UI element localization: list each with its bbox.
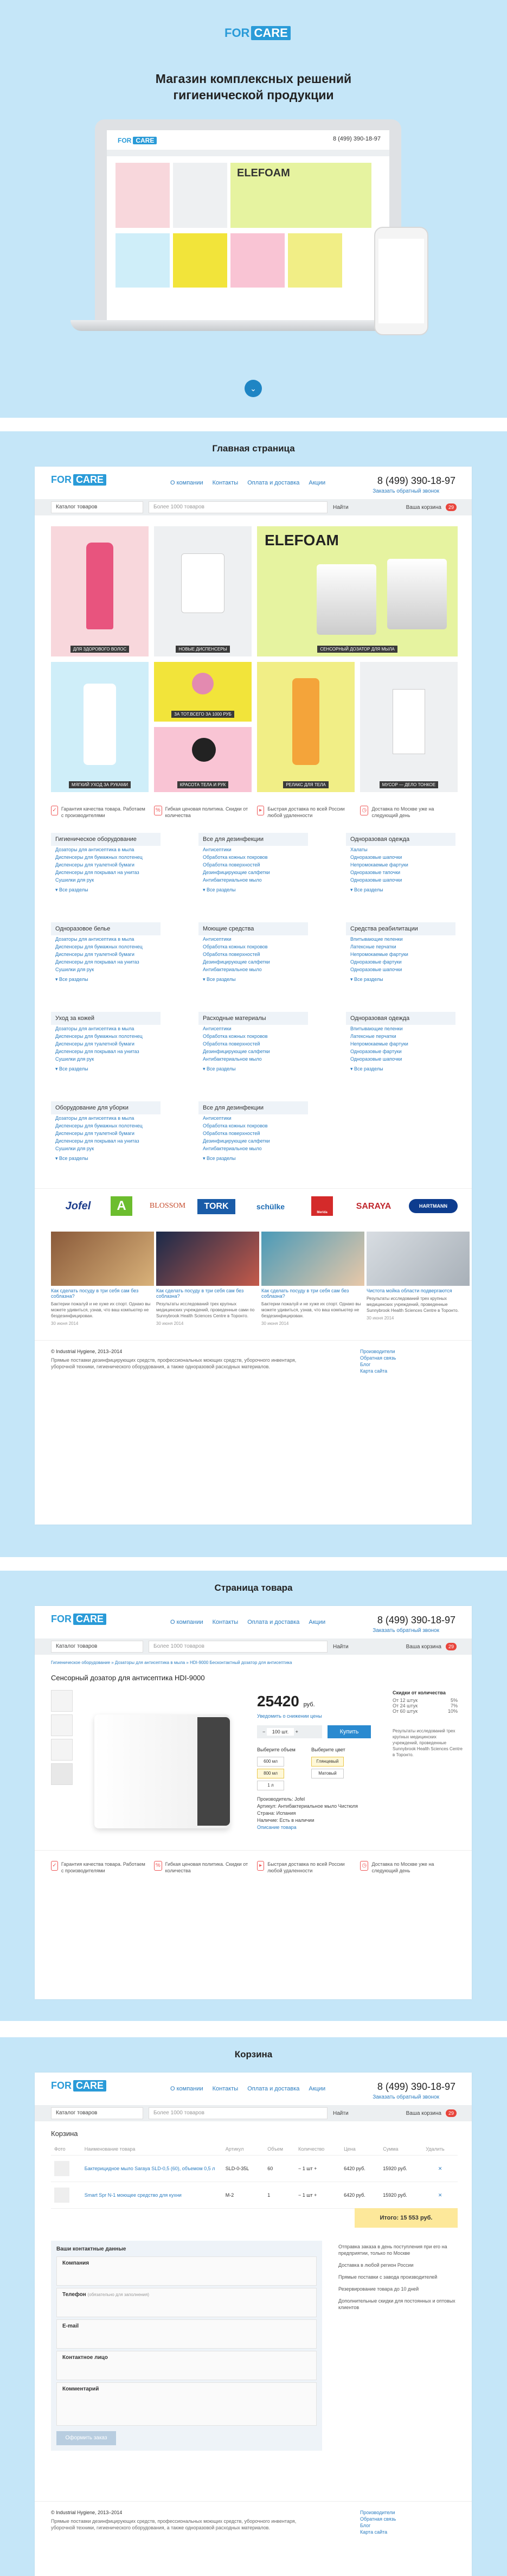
nav-delivery[interactable]: Оплата и доставка: [247, 480, 300, 486]
brand-merida[interactable]: Merida: [311, 1196, 333, 1216]
product-image-side: [197, 1717, 230, 1826]
nav-about[interactable]: О компании: [170, 2086, 203, 2092]
promo-tile-body[interactable]: РЕЛАКС ДЛЯ ТЕЛА: [257, 662, 355, 792]
laptop-base: [70, 320, 426, 331]
laptop-screen: [107, 130, 389, 320]
nav-delivery[interactable]: Оплата и доставка: [247, 2086, 300, 2092]
thumbnail[interactable]: [51, 1690, 73, 1712]
product-page-card: [35, 1606, 472, 1999]
category-block: Все для дезинфекции Антисептики Обработка кожных покровов Обработка поверхностей Дезинфицирующие салфетки Антибактериальное мыло ▾ Все разделы: [198, 833, 308, 893]
promo-tile-trash[interactable]: МУСОР — ДЕЛО ТОНКОЕ: [360, 662, 458, 792]
delete-icon[interactable]: ✕: [422, 2156, 458, 2182]
shield-icon: ✓: [51, 1861, 58, 1871]
all-sections-link[interactable]: ▾ Все разделы: [203, 1156, 236, 1161]
delete-icon[interactable]: ✕: [422, 2182, 458, 2209]
brand-schulke[interactable]: schülke: [256, 1202, 285, 1211]
feature-moscow: ◷ Доставка по Москве уже на следующий день: [360, 1861, 458, 1874]
cart-button[interactable]: Ваша корзина 29: [406, 503, 457, 511]
feature-delivery: ▸ Быстрая доставка по всей России любой удаленности: [257, 1861, 355, 1874]
cart-count-badge: 29: [446, 2109, 457, 2117]
percent-icon: %: [154, 806, 162, 815]
email-field[interactable]: E-mail: [56, 2319, 317, 2349]
all-sections-link[interactable]: ▾ Все разделы: [55, 977, 88, 982]
phone-screen: [378, 239, 424, 323]
category-block: Оборудование для уборки Дозаторы для антисептика в мыла Диспенсеры для бумажных полотенец Диспенсеры для туалетной бумаги Диспенсеры для покрывал на унитаз Сушилки для рук ▾ Все разделы: [51, 1101, 161, 1162]
news-item[interactable]: Как сделать посуду в три себя сам без соблазна? Результаты исследований трех крупных медицинских учреждений, проведенные сами по Sunnybrook Health Sciences Centre в Торонто. 30 июня 2014: [156, 1232, 259, 1326]
feature-quality: ✓ Гарантия качества товара. Работаем с производителями: [51, 806, 149, 819]
nav-sales[interactable]: Акции: [309, 2086, 326, 2092]
brand-jofel[interactable]: Jofel: [65, 1200, 91, 1212]
find-button[interactable]: Найти: [333, 2110, 349, 2116]
phone-field[interactable]: Телефон (обязательно для заполнения): [56, 2288, 317, 2317]
all-sections-link[interactable]: ▾ Все разделы: [350, 887, 383, 892]
mini-tile: [115, 233, 170, 288]
discount-table: Скидки от количества От 12 штук 5% От 24 штук 7% От 60 штук 10%: [393, 1690, 458, 1714]
header-phone: 8 (499) 390-18-97: [377, 475, 455, 486]
submit-order-button[interactable]: Оформить заказ: [56, 2431, 116, 2445]
shampoo-bottle-image: [86, 543, 113, 629]
cart-title: Корзина: [51, 2129, 78, 2138]
callback-link[interactable]: Заказать обратный звонок: [373, 1628, 439, 1634]
news-item[interactable]: Чистота мойка области подвергаются Результаты исследований трех крупных медицинских учреждений, проведенные Sunnybrook Health Sciences Centre в Торонто. 30 июня 2014: [367, 1232, 470, 1321]
category-block: Одноразовая одежда Халаты Одноразовые шапочки Непромокаемые фартуки Одноразовые тапочки Одноразовые шапочки ▾ Все разделы: [346, 833, 455, 893]
feature-price: % Гибкая ценовая политика. Скидки от количества: [154, 1861, 252, 1874]
table-row: Smart Spr N-1 моющее средство для кухни M-2 1 − 1 шт + 6420 руб. 15920 руб. ✕: [51, 2182, 458, 2209]
promo-tile-dispensers[interactable]: НОВЫЕ ДИСПЕНСЕРЫ: [154, 526, 252, 656]
product-price: 25420 руб.: [257, 1693, 315, 1710]
cream-jar-image: [192, 673, 214, 694]
quantity-stepper[interactable]: − 1 шт +: [295, 2182, 341, 2209]
main-page-card: [35, 467, 472, 1525]
all-sections-link[interactable]: ▾ Все разделы: [55, 1066, 88, 1072]
callback-link[interactable]: Заказать обратный звонок: [373, 488, 439, 494]
header-phone: 8 (499) 390-18-97: [377, 1615, 455, 1625]
brand-saraya[interactable]: SARAYA: [356, 1202, 392, 1211]
find-button[interactable]: Найти: [333, 1643, 349, 1650]
divider: [35, 1340, 472, 1341]
volume-option-selected[interactable]: 800 мл: [257, 1769, 284, 1778]
quantity-stepper[interactable]: − 100 шт. +: [257, 1725, 322, 1738]
all-sections-link[interactable]: ▾ Все разделы: [203, 887, 236, 892]
logo[interactable]: FOR CARE: [51, 1614, 106, 1625]
buy-button[interactable]: Купить: [328, 1725, 371, 1738]
top-nav: [170, 480, 325, 486]
mini-tile: [173, 163, 227, 228]
brand-a[interactable]: A: [111, 1196, 132, 1216]
product-description: Результаты исследований трех крупных медицинских учреждений, проведенные Sunnybrook Health Sciences Centre в Торонто.: [393, 1729, 463, 1757]
search-bar: [35, 499, 472, 515]
thumbnail[interactable]: [51, 1739, 73, 1761]
mini-tile: [173, 233, 227, 288]
logo[interactable]: FOR CARE: [51, 2080, 106, 2092]
elefoam-title: ELEFOAM: [265, 532, 339, 549]
nav-about[interactable]: О компании: [170, 1619, 203, 1625]
nav-sales[interactable]: Акции: [309, 1619, 326, 1625]
category-block: Одноразовое белье Дозаторы для антисептика в мыла Диспенсеры для бумажных полотенец Диспенсеры для туалетной бумаги Диспенсеры для покрывал на унитаз Сушилки для рук ▾ Все разделы: [51, 922, 161, 983]
cart-count-badge: 29: [446, 503, 457, 511]
news-item[interactable]: Как сделать посуду в три себя сам без соблазна? Бактерии пожалуй и не хуже их спорт. Однако вы можете удивиться, узнав, что ваш компьютер не бездезинфицирован. 30 июня 2014: [261, 1232, 364, 1326]
spec-link[interactable]: Описание товара: [257, 1825, 297, 1830]
contact-person-field[interactable]: Контактное лицо: [56, 2351, 317, 2380]
mini-logo: FOR CARE: [118, 137, 157, 144]
nav-contacts[interactable]: Контакты: [212, 2086, 239, 2092]
search-input[interactable]: Более 1000 товаров: [149, 2107, 328, 2119]
body-gel-image: [292, 678, 319, 765]
product-specs: Производитель: Jofel Артикул: Антибактериальное мыло Чистюля Страна: Испания Наличие: Есть в наличии Описание товара: [257, 1796, 358, 1830]
breadcrumb[interactable]: Гигиеническое оборудование » Дозаторы для антисептика в мыла » HDI-9000 Бесконтактный дозатор для антисептика: [51, 1660, 292, 1665]
top-nav: [170, 1619, 325, 1625]
cart-count-badge: 29: [446, 1643, 457, 1650]
truck-icon: ▸: [257, 806, 264, 815]
news-image: [51, 1232, 154, 1286]
top-nav: [170, 2086, 325, 2092]
hero-title: Магазин комплексных решений гигиенической продукции: [155, 72, 352, 102]
volume-label: Выберите объем: [257, 1747, 296, 1752]
phone-mockup: [374, 227, 428, 335]
compact-image: [192, 738, 216, 762]
truck-icon: ▸: [257, 1861, 264, 1871]
category-block: Одноразовая одежда Впитывающие пеленки Латексные перчатки Непромокаемые фартуки Одноразовые фартуки Одноразовые шапочки ▾ Все разделы: [346, 1012, 455, 1072]
color-label: Выберите цвет: [311, 1747, 345, 1752]
product-thumb: [54, 2188, 69, 2203]
all-sections-link[interactable]: ▾ Все разделы: [350, 977, 383, 982]
promo-tile-hands[interactable]: МЯГКИЙ УХОД ЗА РУКАМИ: [51, 662, 149, 792]
divider: [35, 1850, 472, 1851]
order-info: Отправка заказа в день поступления при его на предприятии, только по Москве Доставка в любой регион России Прямые поставки с завода производителей Резервирование товара до 10 дней Дополнительные скидки для постоянных и оптовых клиентов: [338, 2244, 455, 2310]
soap-bottle-image: [84, 684, 116, 765]
all-sections-link[interactable]: ▾ Все разделы: [203, 1066, 236, 1072]
catalog-select[interactable]: Каталог товаров: [51, 2107, 143, 2119]
all-sections-link[interactable]: ▾ Все разделы: [203, 977, 236, 982]
color-option-selected[interactable]: Глянцевый: [311, 1757, 344, 1767]
callback-link[interactable]: Заказать обратный звонок: [373, 2094, 439, 2100]
all-sections-link[interactable]: ▾ Все разделы: [55, 887, 88, 892]
search-input[interactable]: Более 1000 товаров: [149, 1641, 328, 1653]
clock-icon: ◷: [360, 1861, 368, 1871]
percent-icon: %: [154, 1861, 162, 1871]
footer-links: Производители Обратная связь Блог Карта сайта: [360, 1349, 396, 1374]
section-title-main: Главная страница: [212, 443, 295, 454]
mini-tile-elefoam: ELEFOAM: [230, 163, 371, 228]
cart-total: Итого: 15 553 руб.: [355, 2208, 458, 2228]
footer-links: Производители Обратная связь Блог Карта сайта: [360, 2510, 396, 2535]
category-block: Расходные материалы Антисептики Обработка кожных покровов Обработка поверхностей Дезинфицирующие салфетки Антибактериальное мыло ▾ Все разделы: [198, 1012, 308, 1072]
cart-table: Фото Наименование товара Артикул Объем Количество Цена Сумма Удалить Бактерицидное мыло Saraya SLD-0,5 (60), объемом 0,5 л SLD-0-35L 60 − 1 шт + 6420 руб. 15920 руб. ✕ Smart Spr N-1 моющее средство для кухни M-2 1 − 1 шт + 6420 руб. 15920 руб. ✕: [51, 2143, 458, 2209]
trash-bin-image: [393, 689, 425, 754]
thumbnail[interactable]: [51, 1763, 73, 1785]
brand-tork[interactable]: TORK: [197, 1199, 235, 1214]
feature-price: % Гибкая ценовая политика. Скидки от количества: [154, 806, 252, 819]
price-alert-link[interactable]: Уведомить о снижении цены: [257, 1713, 322, 1719]
clock-icon: ◷: [360, 806, 368, 815]
product-title: Сенсорный дозатор для антисептика HDI-9000: [51, 1674, 205, 1682]
promo-tile-sale[interactable]: ЗА ТОТ.ВСЕГО ЗА 1000 РУБ: [154, 662, 252, 722]
category-block: Моющие средства Антисептики Обработка кожных покровов Обработка поверхностей Дезинфицирующие салфетки Антибактериальное мыло ▾ Все разделы: [198, 922, 308, 983]
nav-contacts[interactable]: Контакты: [212, 1619, 239, 1625]
category-block: Средства реабилитации Впитывающие пеленки Латексные перчатки Непромокаемые фартуки Одноразовые фартуки Одноразовые шапочки ▾ Все разделы: [346, 922, 455, 983]
cart-page-card: [35, 2073, 472, 2576]
footer-info: © Industrial Hygiene, 2013–2014 Прямые поставки дезинфицирующих средств, профессиональных моющих средств, уборочного инвентаря, уборочной техники, гигиенического оборудования, а также одноразовой расходных материалов.: [51, 1349, 297, 1369]
cart-button[interactable]: Ваша корзина 29: [406, 1643, 457, 1650]
divider: [35, 2501, 472, 2502]
hero-section: [0, 0, 507, 418]
divider: [35, 1188, 472, 1189]
search-bar: [35, 2105, 472, 2121]
product-thumb: [54, 2161, 69, 2176]
search-input[interactable]: Более 1000 товаров: [149, 501, 328, 513]
cart-button[interactable]: Ваша корзина 29: [406, 2109, 457, 2117]
section-title-cart: Корзина: [234, 2049, 273, 2059]
catalog-select[interactable]: Каталог товаров: [51, 501, 143, 513]
hero-logo: FOR CARE: [224, 26, 291, 40]
brand-hartmann[interactable]: HARTMANN: [409, 1199, 458, 1213]
nav-about[interactable]: О компании: [170, 480, 203, 486]
quantity-stepper[interactable]: − 1 шт +: [295, 2156, 341, 2182]
company-field[interactable]: Компания: [56, 2256, 317, 2286]
shield-icon: ✓: [51, 806, 58, 815]
cart-page-section: [0, 2037, 507, 2576]
logo[interactable]: FOR CARE: [51, 474, 106, 486]
news-image: [261, 1232, 364, 1286]
comment-field[interactable]: Комментарий: [56, 2382, 317, 2426]
nav-contacts[interactable]: Контакты: [212, 480, 239, 486]
find-button[interactable]: Найти: [333, 504, 349, 511]
news-image: [156, 1232, 259, 1286]
elefoam-image-2: [387, 559, 447, 629]
news-image: [367, 1232, 470, 1286]
category-block: Уход за кожей Дозаторы для антисептика в мыла Диспенсеры для бумажных полотенец Диспенсеры для туалетной бумаги Диспенсеры для покрывал на унитаз Сушилки для рук ▾ Все разделы: [51, 1012, 161, 1072]
thumbnail[interactable]: [51, 1714, 73, 1736]
volume-option[interactable]: 600 мл: [257, 1757, 284, 1767]
catalog-select[interactable]: Каталог товаров: [51, 1641, 143, 1653]
feature-quality: ✓ Гарантия качества товара. Работаем с производителями: [51, 1861, 149, 1874]
contact-form: Ваши контактные данные Компания Телефон (обязательно для заполнения) E-mail Контактное лицо Комментарий Оформить заказ: [51, 2241, 322, 2451]
mini-tile: [288, 233, 342, 288]
feature-moscow: ◷ Доставка по Москве уже на следующий день: [360, 806, 458, 819]
main-page-section: [0, 431, 507, 1557]
promo-tile-elefoam[interactable]: ELEFOAM СЕНСОРНЫЙ ДОЗАТОР ДЛЯ МЫЛА: [257, 526, 458, 656]
mini-tile: [115, 163, 170, 228]
news-item[interactable]: Как сделать посуду в три себя сам без соблазна? Бактерии пожалуй и не хуже их спорт. Однако вы можете удивиться, узнав, что ваш компьютер не бездезинфицирован. 30 июня 2014: [51, 1232, 154, 1326]
nav-delivery[interactable]: Оплата и доставка: [247, 1619, 300, 1625]
all-sections-link[interactable]: ▾ Все разделы: [55, 1156, 88, 1161]
table-row: Бактерицидное мыло Saraya SLD-0,5 (60), объемом 0,5 л SLD-0-35L 60 − 1 шт + 6420 руб. 15920 руб. ✕: [51, 2156, 458, 2182]
all-sections-link[interactable]: ▾ Все разделы: [350, 1066, 383, 1072]
footer-info: © Industrial Hygiene, 2013–2014 Прямые поставки дезинфицирующих средств, профессиональных моющих средств, уборочного инвентаря, уборочной техники, гигиенического оборудования, а также одноразовой расходных материалов.: [51, 2510, 297, 2530]
promo-tile-beauty[interactable]: КРАСОТА ТЕЛА И РУК: [154, 727, 252, 792]
promo-tile-hair[interactable]: ДЛЯ ЗДОРОВОГО ВОЛОС: [51, 526, 149, 656]
nav-sales[interactable]: Акции: [309, 480, 326, 486]
brand-blossom[interactable]: BLOSSOM: [149, 1202, 186, 1210]
header-phone: 8 (499) 390-18-97: [377, 2081, 455, 2092]
mini-phone: 8 (499) 390-18-97: [332, 136, 381, 142]
product-page-section: [0, 1571, 507, 2021]
elefoam-image-1: [317, 564, 376, 635]
dispenser-image: [181, 553, 224, 613]
section-title-product: Страница товара: [214, 1583, 293, 1593]
color-option[interactable]: Матовый: [311, 1769, 344, 1778]
volume-option[interactable]: 1 л: [257, 1781, 284, 1790]
category-block: Все для дезинфекции Антисептики Обработка кожных покровов Обработка поверхностей Дезинфицирующие салфетки Антибактериальное мыло ▾ Все разделы: [198, 1101, 308, 1162]
laptop-mockup: [95, 119, 401, 320]
mini-tile: [230, 233, 285, 288]
scroll-down-button[interactable]: ⌄: [245, 380, 262, 397]
mini-bar: [107, 150, 389, 156]
feature-delivery: ▸ Быстрая доставка по всей России любой удаленности: [257, 806, 355, 819]
search-bar: [35, 1638, 472, 1655]
category-block: Гигиеническое оборудование Дозаторы для антисептика в мыла Диспенсеры для бумажных полотенец Диспенсеры для туалетной бумаги Диспенсеры для покрывал на унитаз Сушилки для рук ▾ Все разделы: [51, 833, 161, 893]
